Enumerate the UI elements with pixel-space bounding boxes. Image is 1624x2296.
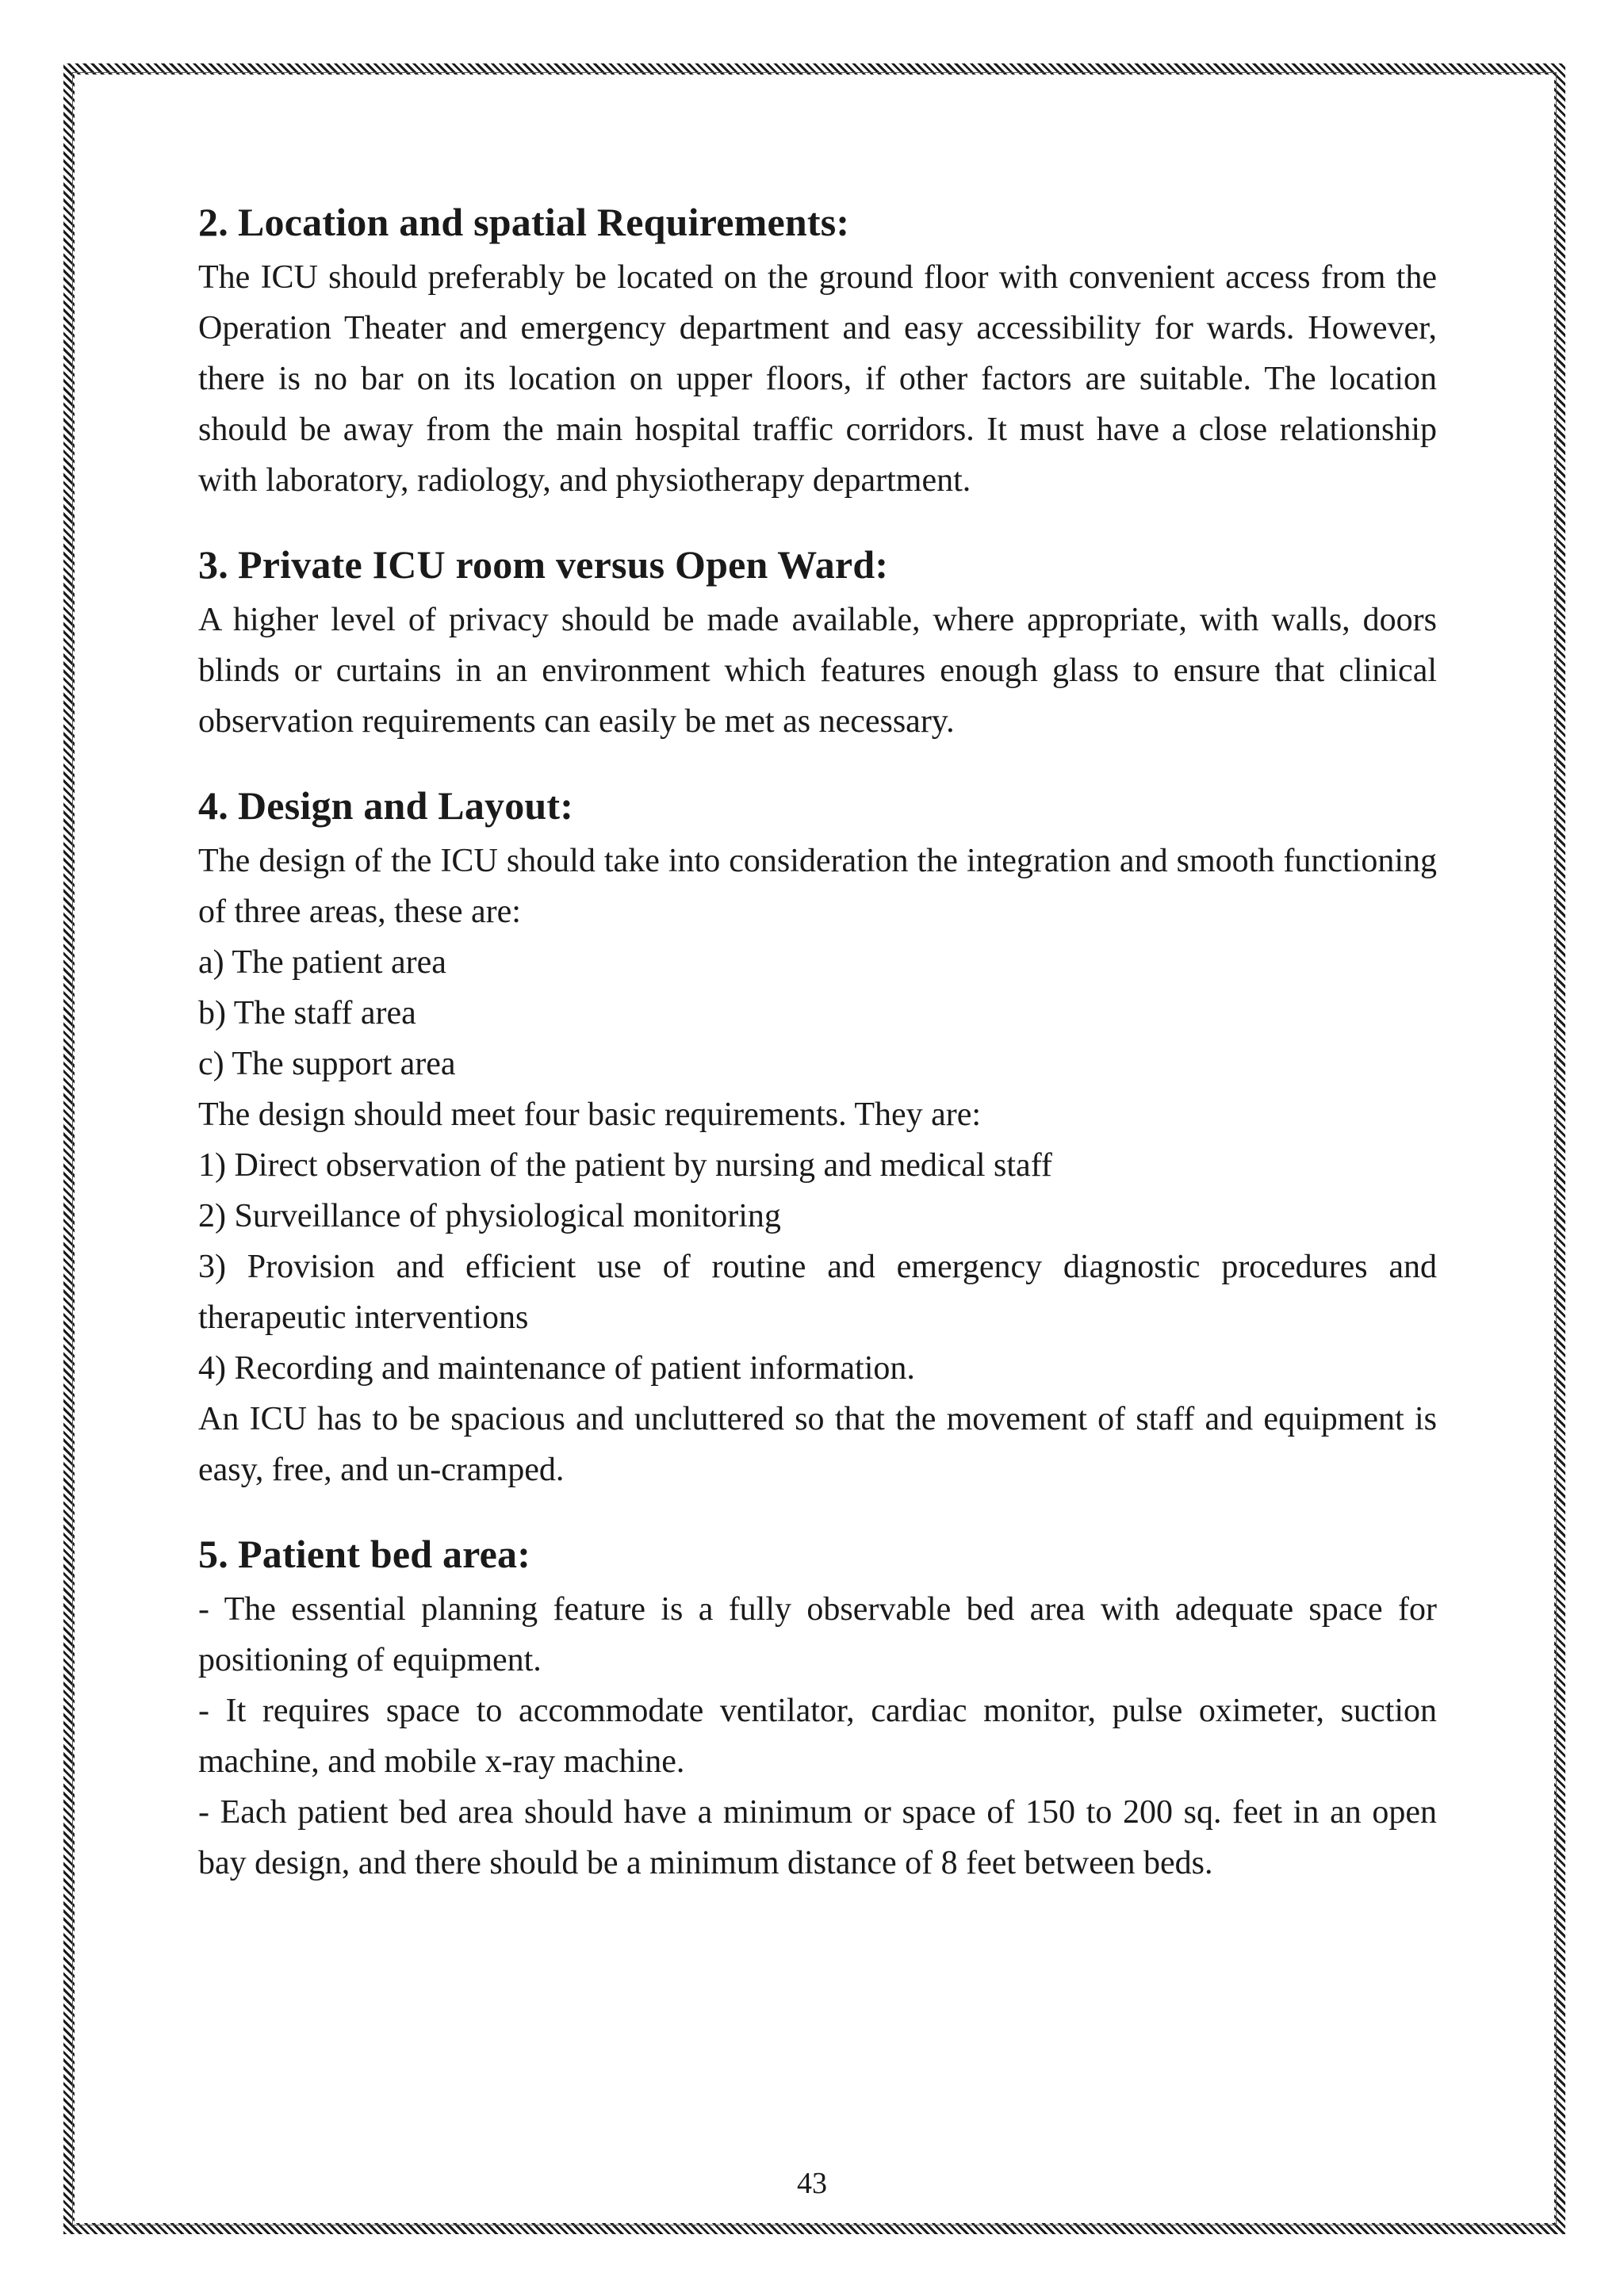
section-paragraph: The ICU should preferably be located on the ground floor with convenient access from the Operation Theater and emergency department and easy accessibility for wards. However, there is no bar on its location on upper floors, if other factors are suitable. The location should be away from the main hospital traffic corridors. It must have a close relationship with laboratory, radiology, and physiotherapy department. <box>198 259 1437 499</box>
list-item: 2) Surveillance of physiological monitoring <box>198 1198 781 1234</box>
section-closing: An ICU has to be spacious and uncluttered so that the movement of staff and equipment is easy, free, and un-cramped. <box>198 1401 1437 1488</box>
list-item: b) The staff area <box>198 995 416 1031</box>
section-heading: 4. Design and Layout: <box>198 783 574 828</box>
section-design-layout <box>198 780 1437 1495</box>
page-content <box>198 197 1437 1922</box>
section-heading: 3. Private ICU room versus Open Ward: <box>198 542 889 587</box>
list-item: a) The patient area <box>198 944 446 981</box>
list-item: 4) Recording and maintenance of patient information. <box>198 1350 915 1387</box>
section-paragraph: A higher level of privacy should be made available, where appropriate, with walls, doors blinds or curtains in an environment which features enough glass to ensure that clinical observation requirements can easily be met as necessary. <box>198 602 1437 740</box>
list-item: c) The support area <box>198 1046 456 1082</box>
section-intro: The design of the ICU should take into consideration the integration and smooth functioning of three areas, these are: <box>198 843 1437 930</box>
section-patient-bed-area <box>198 1529 1437 1888</box>
section-private-icu <box>198 539 1437 747</box>
page-number: 43 <box>797 2167 827 2200</box>
list-item: - Each patient bed area should have a minimum or space of 150 to 200 sq. feet in an open bay design, and there should be a minimum distance of 8 feet between beds. <box>198 1794 1437 1881</box>
list-item: - It requires space to accommodate ventilator, cardiac monitor, pulse oximeter, suction machine, and mobile x-ray machine. <box>198 1693 1437 1780</box>
section-heading: 5. Patient bed area: <box>198 1532 531 1576</box>
requirements-intro: The design should meet four basic requirements. They are: <box>198 1096 982 1133</box>
section-heading: 2. Location and spatial Requirements: <box>198 200 850 244</box>
list-item: 3) Provision and efficient use of routine and emergency diagnostic procedures and therapeutic interventions <box>198 1249 1437 1336</box>
list-item: - The essential planning feature is a fully observable bed area with adequate space for positioning of equipment. <box>198 1591 1437 1678</box>
list-item: 1) Direct observation of the patient by nursing and medical staff <box>198 1147 1052 1184</box>
section-location <box>198 197 1437 506</box>
